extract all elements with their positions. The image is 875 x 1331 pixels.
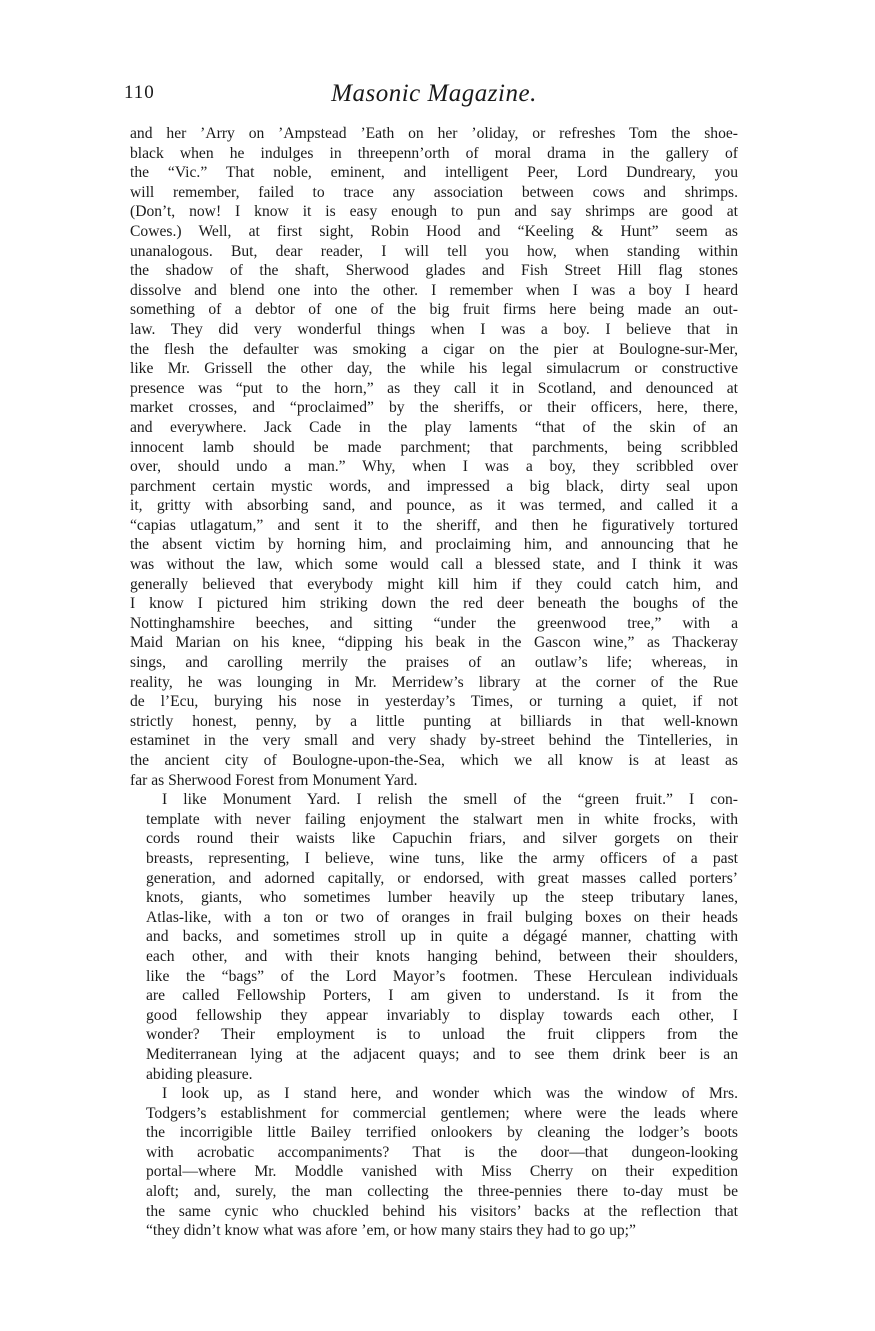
- text-line: portal—where Mr. Moddle vanished with Miss Cherry on their expedition: [146, 1163, 738, 1181]
- text-line: with acrobatic accompaniments? That is the door—that dungeon-looking: [146, 1143, 738, 1161]
- text-line: I like Monument Yard. I relish the smell of the “green fruit.” I con-: [162, 791, 738, 809]
- text-line: Cowes.) Well, at first sight, Robin Hood and “Keeling & Hunt” seem as: [130, 222, 738, 240]
- text-line: will remember, failed to trace any association between cows and shrimps.: [130, 183, 738, 201]
- text-line: parchment certain mystic words, and impressed a big black, dirty seal upon: [130, 477, 738, 495]
- text-line: Todgers’s establishment for commercial gentlemen; where were the leads where: [146, 1104, 738, 1122]
- text-line: breasts, representing, I believe, wine tuns, like the army officers of a past: [146, 849, 738, 867]
- text-line: estaminet in the very small and very shady by-street behind the Tintelleries, in: [130, 732, 738, 750]
- text-line: good fellowship they appear invariably to display towards each other, I: [146, 1006, 738, 1024]
- text-line: over, should undo a man.” Why, when I was a boy, they scribbled over: [130, 458, 738, 476]
- text-line: Mediterranean lying at the adjacent quays; and to see them drink beer is an: [146, 1045, 738, 1063]
- text-line: Nottinghamshire beeches, and sitting “under the greenwood tree,” with a: [130, 614, 738, 632]
- text-line: (Don’t, now! I know it is easy enough to pun and say shrimps are good at: [130, 203, 738, 221]
- text-line: and backs, and sometimes stroll up in quite a dégagé manner, chatting with: [146, 928, 738, 946]
- text-line: are called Fellowship Porters, I am given to understand. Is it from the: [146, 987, 738, 1005]
- running-title: Masonic Magazine.: [331, 80, 537, 107]
- text-line: the same cynic who chuckled behind his visitors’ backs at the reflection that: [146, 1202, 738, 1220]
- text-line: generation, and adorned capitally, or endorsed, with great masses called porters’: [146, 869, 738, 887]
- text-line: cords round their waists like Capuchin friars, and silver gorgets on their: [146, 830, 738, 848]
- text-line: and everywhere. Jack Cade in the play laments “that of the skin of an: [130, 418, 738, 436]
- text-line: I look up, as I stand here, and wonder which was the window of Mrs.: [162, 1085, 738, 1103]
- text-line: each other, and with their knots hanging behind, between their shoulders,: [146, 947, 738, 965]
- text-line: aloft; and, surely, the man collecting the three-pennies there to-day must be: [146, 1183, 738, 1201]
- text-line: was without the law, which some would call a blessed state, and I think it was: [130, 556, 738, 574]
- text-line: Maid Marian on his knee, “dipping his beak in the Gascon wine,” as Thackeray: [130, 634, 738, 652]
- text-line: and her ’Arry on ’Ampstead ’Eath on her ’oliday, or refreshes Tom the shoe-: [130, 125, 738, 142]
- text-line: like Mr. Grissell the other day, the while his legal simulacrum or constructive: [130, 360, 738, 378]
- text-line: Atlas-like, with a ton or two of oranges in frail bulging boxes on their heads: [146, 908, 738, 926]
- text-line: the shadow of the shaft, Sherwood glades and Fish Street Hill flag stones: [130, 262, 738, 280]
- paragraph: [130, 790, 738, 1084]
- text-line: “capias utlagatum,” and sent it to the sheriff, and then he figuratively tortured: [130, 516, 738, 534]
- text-line: unanalogous. But, dear reader, I will tell you how, when standing within: [130, 242, 738, 260]
- text-line: the “Vic.” That noble, eminent, and intelligent Peer, Lord Dundreary, you: [130, 164, 738, 182]
- text-line: “they didn’t know what was afore ’em, or how many stairs they had to go up;”: [146, 1222, 636, 1240]
- page-header: [124, 82, 744, 112]
- text-line: the absent victim by horning him, and proclaiming him, and announcing that he: [130, 536, 738, 554]
- page-number: 110: [124, 82, 155, 103]
- text-line: sings, and carolling merrily the praises of an outlaw’s life; whereas, in: [130, 654, 738, 672]
- article-body: [130, 124, 738, 1304]
- text-line: reality, he was lounging in Mr. Merridew’s library at the corner of the Rue: [130, 673, 738, 691]
- text-line: the ancient city of Boulogne-upon-the-Sea, which we all know is at least as: [130, 752, 738, 769]
- text-line: de l’Ecu, burying his nose in yesterday’s Times, or turning a quiet, if not: [130, 693, 738, 711]
- text-line: black when he indulges in threepenn’orth of moral drama in the gallery of: [130, 144, 738, 162]
- text-line: template with never failing enjoyment the stalwart men in white frocks, with: [146, 810, 738, 828]
- text-line: knots, giants, who sometimes lumber heavily up the steep tributary lanes,: [146, 889, 738, 907]
- text-line: I know I pictured him striking down the red deer beneath the boughs of the: [130, 595, 738, 613]
- text-line: something of a debtor of one of the big fruit firms here being made an out-: [130, 301, 738, 319]
- text-line: the flesh the defaulter was smoking a cigar on the pier at Boulogne-sur-Mer,: [130, 340, 738, 358]
- text-line: dissolve and blend one into the other. I remember when I was a boy I heard: [130, 281, 738, 299]
- text-line: strictly honest, penny, by a little punting at billiards in that well-known: [130, 712, 738, 730]
- paragraph: [130, 124, 738, 790]
- text-line: wonder? Their employment is to unload the fruit clippers from the: [146, 1026, 738, 1044]
- text-line: abiding pleasure.: [146, 1065, 253, 1083]
- paragraph: [130, 1084, 738, 1241]
- text-line: far as Sherwood Forest from Monument Yard.: [130, 771, 418, 789]
- text-line: innocent lamb should be made parchment; that parchments, being scribbled: [130, 438, 738, 456]
- text-line: the incorrigible little Bailey terrified onlookers by cleaning the lodger’s boots: [146, 1124, 738, 1142]
- text-line: generally believed that everybody might kill him if they could catch him, and: [130, 575, 738, 593]
- text-line: it, gritty with absorbing sand, and pounce, as it was termed, and called it a: [130, 497, 738, 515]
- text-line: law. They did very wonderful things when I was a boy. I believe that in: [130, 320, 738, 338]
- text-line: market crosses, and “proclaimed” by the sheriffs, or their officers, here, there,: [130, 399, 738, 417]
- text-line: like the “bags” of the Lord Mayor’s footmen. These Herculean individuals: [146, 967, 738, 985]
- text-line: presence was “put to the horn,” as they call it in Scotland, and denounced at: [130, 379, 738, 397]
